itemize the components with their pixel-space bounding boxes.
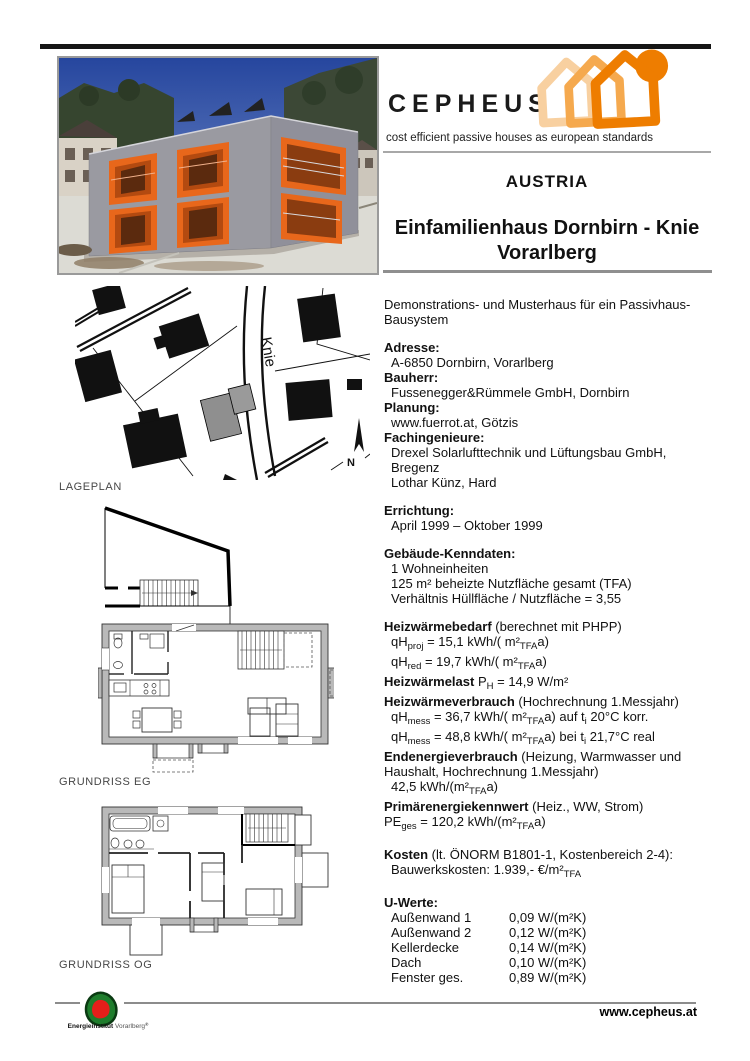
cepheus-logo-text: CEPHEUS <box>388 90 551 118</box>
text-line: Kosten (lt. ÖNORM B1801-1, Kostenbereich 2-4): <box>384 847 673 862</box>
building-photo <box>57 56 379 275</box>
text-line: Heizwärmelast $P_H = 14,9$ W/m² <box>384 674 569 692</box>
text-line: 42,5 kWh/$(m^2_{TFA}a)$ <box>391 779 498 797</box>
energieinstitut-label-bold: Energieinstitut <box>67 1023 114 1030</box>
cepheus-tagline: cost efficient passive houses as european standards <box>386 132 654 144</box>
text-line: Außenwand 2 0,12 W/(m²K) <box>391 925 587 940</box>
north-arrow-label: N <box>347 457 355 469</box>
floor-plan-og-caption: GRUNDRISS OG <box>59 959 153 971</box>
text-line: Primärenergiekennwert (Heiz., WW, Strom) <box>384 799 644 814</box>
text-line: U-Werte: <box>384 895 438 910</box>
text-line: Haushalt, Hochrechnung 1.Messjahr) <box>384 764 599 779</box>
text-line: $qH_{proj} = 15,1$ kWh/( $m^2_{TFA}a$) <box>391 634 549 652</box>
text-line: Endenergieverbrauch (Heizung, Warmwasser und <box>384 749 682 764</box>
text-line: Dach 0,10 W/(m²K) <box>391 955 587 970</box>
building-photo-illustration <box>59 58 377 273</box>
floor-plan-eg-caption: GRUNDRISS EG <box>59 776 152 788</box>
floor-plan-og <box>98 797 334 962</box>
text-line: Adresse: <box>384 340 440 355</box>
text-line: Planung: <box>384 400 440 415</box>
text-line: Heizwärmebedarf (berechnet mit PHPP) <box>384 619 622 634</box>
text-line: Bregenz <box>391 460 440 475</box>
page-title-line1: Einfamilienhaus Dornbirn - Knie <box>394 217 700 239</box>
footer-rule <box>55 1002 696 1004</box>
title-divider-rule <box>383 270 712 273</box>
energieinstitut-label <box>62 1022 154 1030</box>
registered-mark: ® <box>144 1022 149 1027</box>
text-line: A-6850 Dornbirn, Vorarlberg <box>391 355 554 370</box>
floor-plan-og-svg <box>98 797 334 957</box>
text-line: Außenwand 1 0,09 W/(m²K) <box>391 910 587 925</box>
text-line: www.fuerrot.at, Götzis <box>391 415 519 430</box>
page-title-line2: Vorarlberg <box>497 242 597 264</box>
country-heading: AUSTRIA <box>505 172 589 191</box>
text-line: 1 Wohneinheiten <box>391 561 489 576</box>
text-line: Demonstrations- und Musterhaus für ein Passivhaus- <box>384 297 691 312</box>
logo-divider-rule <box>383 151 711 153</box>
site-plan-caption: LAGEPLAN <box>59 481 122 493</box>
text-line: Fachingenieure: <box>384 430 485 445</box>
floor-plan-eg <box>98 502 334 779</box>
text-line: $PE_{ges} = 120,2$ kWh/$(m^2_{TFA}a)$ <box>384 814 546 832</box>
street-label: Knie <box>257 335 280 369</box>
text-line: Kellerdecke 0,14 W/(m²K) <box>391 940 587 955</box>
text-line: Bausystem <box>384 312 449 327</box>
text-line: Errichtung: <box>384 503 455 518</box>
details-column <box>384 297 729 985</box>
floor-plan-eg-svg <box>98 502 334 774</box>
text-line: $qH_{red} = 19,7$ kWh/( $m^2_{TFA}a$) <box>391 654 547 672</box>
text-line: April 1999 – Oktober 1999 <box>391 518 543 533</box>
text-line: Lothar Künz, Hard <box>391 475 497 490</box>
text-line: 125 m² beheizte Nutzfläche gesamt (TFA) <box>391 576 632 591</box>
text-line: $qH_{mess} = 36,7$ kWh/( $m^2_{TFA}a$) auf $t_i$ 20°C korr. <box>391 709 649 727</box>
website-link[interactable]: www.cepheus.at <box>599 1005 697 1019</box>
site-plan-svg <box>75 286 370 480</box>
text-line: Heizwärmeverbrauch (Hochrechnung 1.Messjahr) <box>384 694 679 709</box>
text-line: Fenster ges. 0,89 W/(m²K) <box>391 970 587 985</box>
page-title <box>381 216 713 266</box>
text-line: Verhältnis Hüllfläche / Nutzfläche = 3,55 <box>391 591 622 606</box>
site-plan-map <box>75 286 370 485</box>
text-line: Fussenegger&Rümmele GmbH, Dornbirn <box>391 385 630 400</box>
text-line: Bauwerkskosten: 1.939,- $€/m^2_{TFA}$ <box>391 862 582 880</box>
text-line: $qH_{mess} = 48,8$ kWh/( $m^2_{TFA}a$) bei $t_i$ 21,7°C real <box>391 729 655 747</box>
text-line: Gebäude-Kenndaten: <box>384 546 516 561</box>
text-line: Drexel Solarlufttechnik und Lüftungsbau GmbH, <box>391 445 667 460</box>
energieinstitut-label-light: Vorarlberg <box>113 1023 145 1030</box>
text-line: Bauherr: <box>384 370 439 385</box>
cepheus-logo-houses-icon <box>535 48 670 135</box>
